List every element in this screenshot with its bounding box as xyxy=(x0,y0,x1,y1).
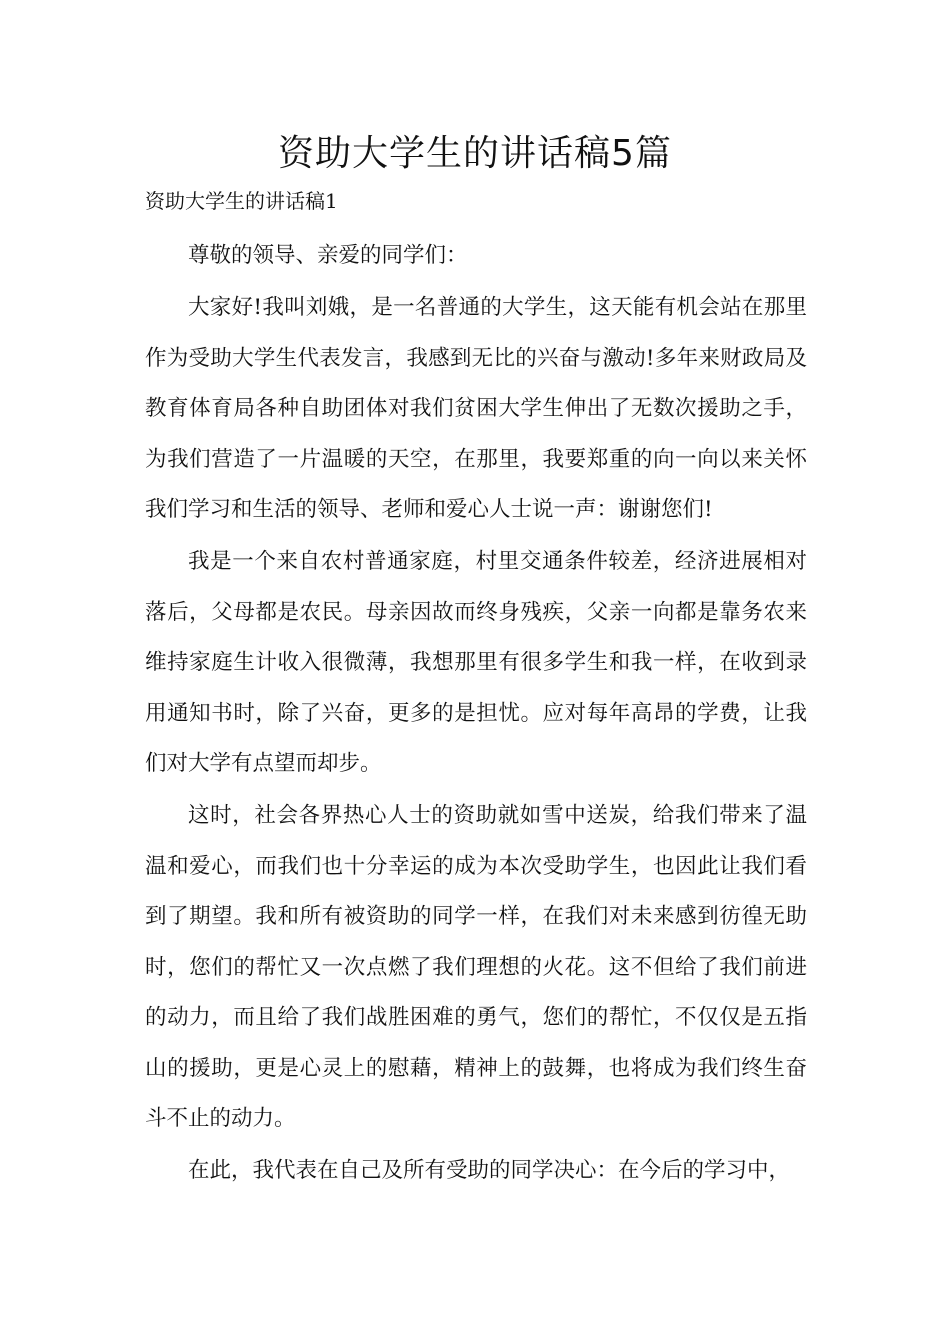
paragraph: 这时，社会各界热心人士的资助就如雪中送炭，给我们带来了温温和爱心，而我们也十分幸运的成为本次受助学生，也因此让我们看到了期望。我和所有被资助的同学一样，在我们对未来感到彷徨无助时，您们的帮忙又一次点燃了我们理想的火花。这不但给了我们前进的动力，而且给了我们战胜困难的勇气，您们的帮忙，不仅仅是五指山的援助，更是心灵上的慰藉，精神上的鼓舞，也将成为我们终生奋斗不止的动力。 xyxy=(145,803,807,1131)
paragraph-greeting: 尊敬的领导、亲爱的同学们： xyxy=(188,243,468,268)
paragraph: 大家好!我叫刘娥，是一名普通的大学生，这天能有机会站在那里作为受助大学生代表发言，我感到无比的兴奋与激动!多年来财政局及教育体育局各种自助团体对我们贫困大学生伸出了无数次援助之手，为我们营造了一片温暖的天空，在那里，我要郑重的向一向以来关怀我们学习和生活的领导、老师和爱心人士说一声：谢谢您们! xyxy=(145,295,807,523)
section-heading: 资助大学生的讲话稿1 xyxy=(145,189,338,213)
document-body xyxy=(145,231,807,1199)
paragraph: 我是一个来自农村普通家庭，村里交通条件较差，经济进展相对落后，父母都是农民。母亲因故而终身残疾，父亲一向都是靠务农来维持家庭生计收入很微薄，我想那里有很多学生和我一样，在收到录用通知书时，除了兴奋，更多的是担忧。应对每年高昂的学费，让我们对大学有点望而却步。 xyxy=(145,549,807,777)
paragraph: 在此，我代表在自己及所有受助的同学决心：在今后的学习中， xyxy=(188,1158,791,1184)
document-title: 资助大学生的讲话稿5篇 xyxy=(278,133,672,174)
